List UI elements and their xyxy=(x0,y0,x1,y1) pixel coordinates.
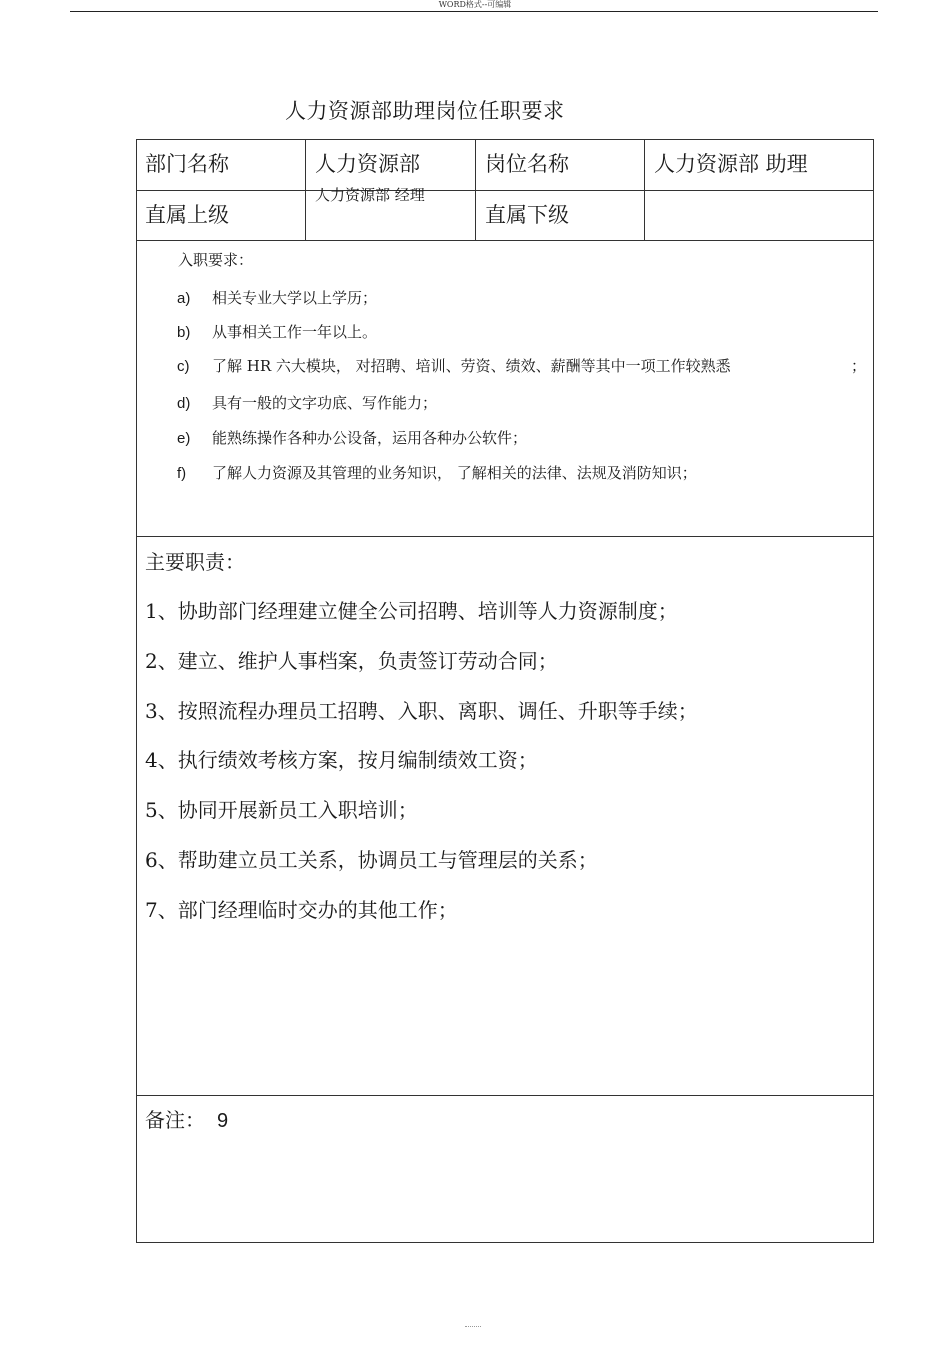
subordinate-label: 直属下级 xyxy=(485,203,569,227)
requirement-text: 能熟练操作各种办公设备，运用各种办公软件； xyxy=(212,429,528,447)
dept-value: 人力资源部 xyxy=(315,152,420,176)
page-header-text: WORD格式--可编辑 xyxy=(438,0,512,9)
position-label: 岗位名称 xyxy=(485,152,569,176)
remarks-row xyxy=(145,1106,228,1135)
duties-heading: 主要职责： xyxy=(145,550,245,574)
duty-item: 6、帮助建立员工关系，协调员工与管理层的关系； xyxy=(145,848,598,872)
requirement-marker: a) xyxy=(177,290,191,307)
col-divider-2 xyxy=(475,140,476,240)
requirement-item xyxy=(177,288,377,309)
requirement-item xyxy=(177,356,731,377)
requirement-item xyxy=(177,322,377,343)
requirement-text: 具有一般的文字功底、写作能力； xyxy=(212,394,438,412)
duty-item: 1、协助部门经理建立健全公司招聘、培训等人力资源制度； xyxy=(145,599,678,623)
requirement-tail-punctuation: ； xyxy=(851,357,867,375)
row-divider-3 xyxy=(137,536,873,537)
duty-item: 2、建立、维护人事档案，负责签订劳动合同； xyxy=(145,649,558,673)
job-requirements-table xyxy=(136,139,874,1243)
duty-item: 4、执行绩效考核方案，按月编制绩效工资； xyxy=(145,748,538,772)
requirement-item xyxy=(177,393,437,414)
document-title: 人力资源部助理岗位任职要求 xyxy=(285,99,565,123)
row-divider-1 xyxy=(137,190,873,191)
duty-item: 3、按照流程办理员工招聘、入职、离职、调任、升职等手续； xyxy=(145,699,698,723)
col-divider-1 xyxy=(305,140,306,240)
remarks-label: 备注： xyxy=(145,1108,205,1132)
footer-mark xyxy=(465,1326,481,1327)
requirement-marker: f) xyxy=(177,465,187,482)
requirement-text: 相关专业大学以上学历； xyxy=(212,289,378,307)
requirement-item xyxy=(177,463,697,484)
duty-item: 7、部门经理临时交办的其他工作； xyxy=(145,898,458,922)
row-divider-2 xyxy=(137,240,873,241)
requirements-heading: 入职要求： xyxy=(178,251,254,269)
requirement-text: 了解人力资源及其管理的业务知识， 了解相关的法律、法规及消防知识； xyxy=(212,464,697,482)
position-value: 人力资源部 助理 xyxy=(654,152,808,176)
superior-value: 人力资源部 经理 xyxy=(315,186,425,204)
requirement-text: 了解 HR 六大模块， 对招聘、培训、劳资、绩效、薪酬等其中一项工作较熟悉 xyxy=(212,357,731,375)
requirement-marker: e) xyxy=(177,430,191,447)
row-divider-4 xyxy=(137,1095,873,1096)
requirement-marker: b) xyxy=(177,324,191,341)
remarks-value: 9 xyxy=(217,1110,229,1132)
requirement-text: 从事相关工作一年以上。 xyxy=(212,323,378,341)
col-divider-3 xyxy=(644,140,645,240)
requirement-item xyxy=(177,428,527,449)
requirement-marker: c) xyxy=(177,358,190,375)
superior-label: 直属上级 xyxy=(145,203,229,227)
dept-label: 部门名称 xyxy=(145,152,229,176)
header-rule xyxy=(70,11,878,12)
requirement-marker: d) xyxy=(177,395,191,412)
duty-item: 5、协同开展新员工入职培训； xyxy=(145,798,418,822)
